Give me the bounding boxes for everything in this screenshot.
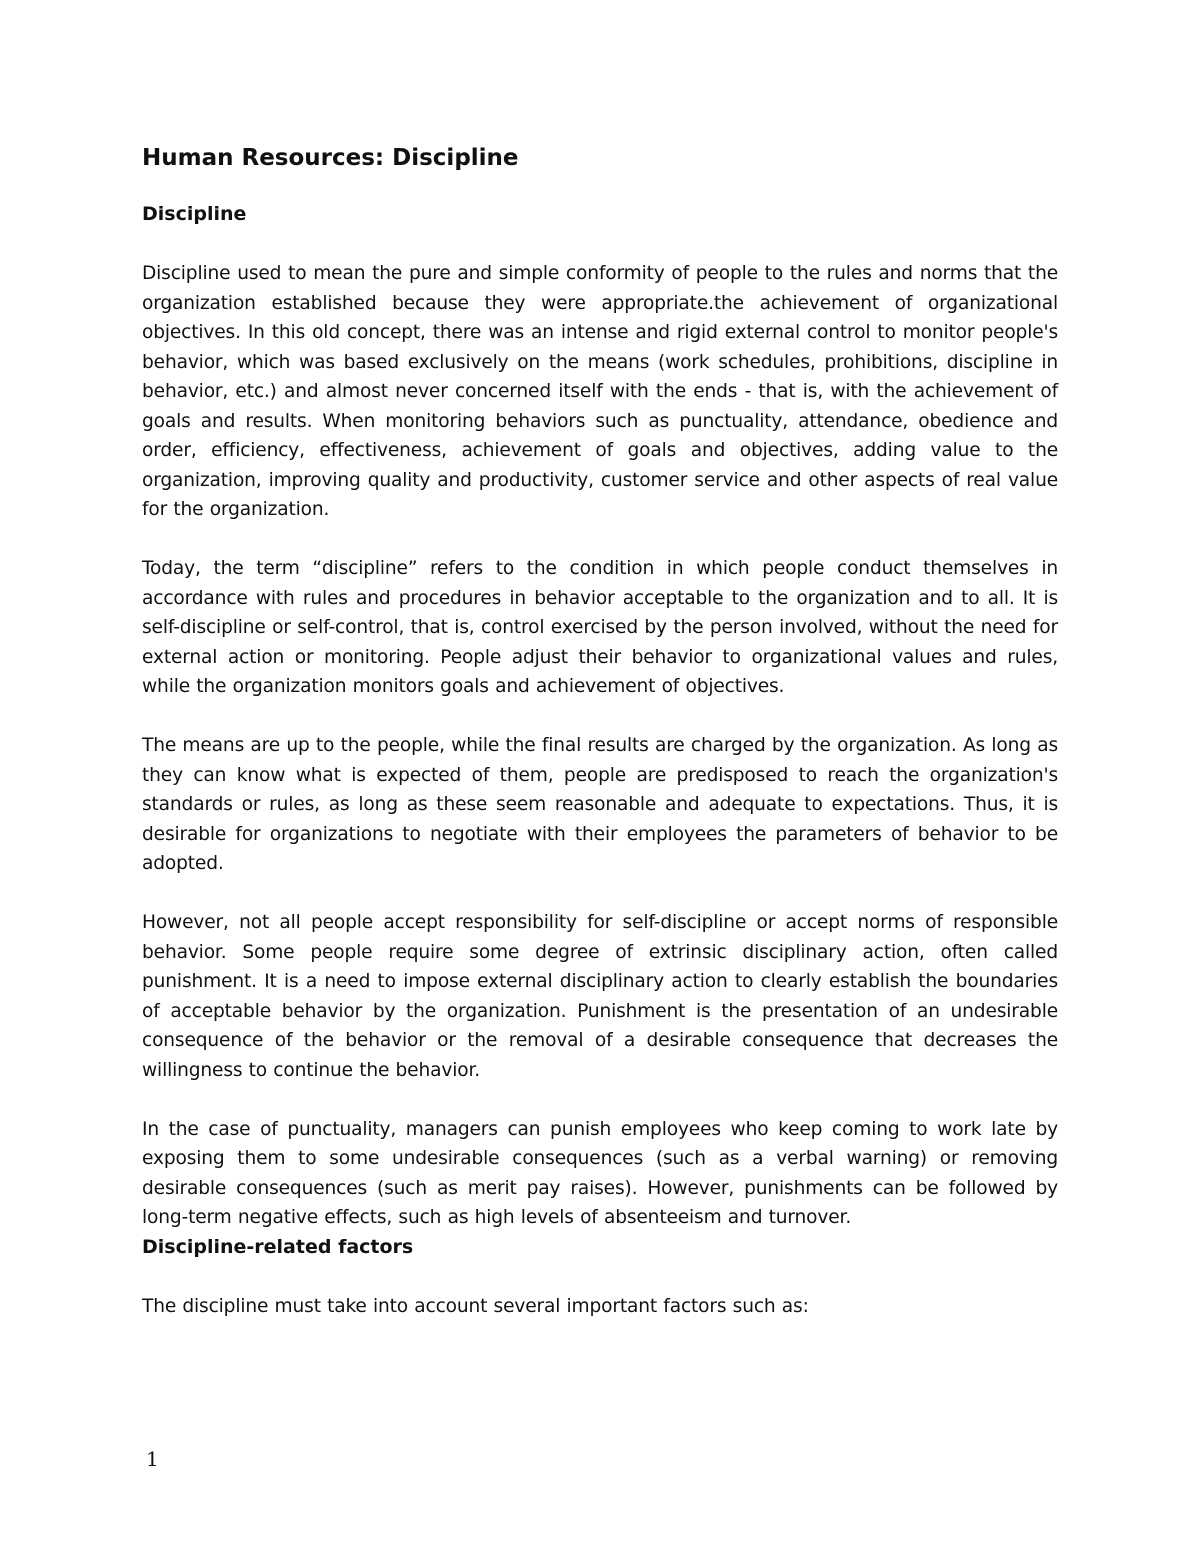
paragraph: Discipline used to mean the pure and simple conformity of people to the rules and norms that the organization established because they were appropriate.the achievement of organizational objectives. In this old concept, there was an intense and rigid external control to monitor people's behavior, which was based exclusively on the means (work schedules, prohibitions, discipline in behavior, etc.) and almost never concerned itself with the ends - that is, with the achievement of goals and results. When monitoring behaviors such as punctuality, attendance, obedience and order, efficiency, effectiveness, achievement of goals and objectives, adding value to the organization, improving quality and productivity, customer service and other aspects of real value for the organization. xyxy=(142,263,1058,520)
page-number: 1 xyxy=(146,1447,159,1471)
paragraph: Today, the term “discipline” refers to the condition in which people conduct themselves in accordance with rules and procedures in behavior acceptable to the organization and to all. It is self-discipline or self-control, that is, control exercised by the person involved, without the need for external action or monitoring. People adjust their behavior to organizational values and rules, while the organization monitors goals and achievement of objectives. xyxy=(142,558,1058,697)
paragraph: However, not all people accept responsibility for self-discipline or accept norms of responsible behavior. Some people require some degree of extrinsic disciplinary action, often called punishment. It is a need to impose external disciplinary action to clearly establish the boundaries of acceptable behavior by the organization. Punishment is the presentation of an undesirable consequence of the behavior or the removal of a desirable consequence that decreases the willingness to continue the behavior. xyxy=(142,912,1058,1081)
paragraph: The means are up to the people, while the final results are charged by the organization. As long as they can know what is expected of them, people are predisposed to reach the organization's standards or rules, as long as these seem reasonable and adequate to expectations. Thus, it is desirable for organizations to negotiate with their employees the parameters of behavior to be adopted. xyxy=(142,735,1058,874)
paragraph: In the case of punctuality, managers can punish employees who keep coming to work late by exposing them to some undesirable consequences (such as a verbal warning) or removing desirable consequences (such as merit pay raises). However, punishments can be followed by long-term negative effects, such as high levels of absenteeism and turnover. xyxy=(142,1118,1058,1228)
section-discipline-related-factors xyxy=(142,1233,1058,1322)
paragraph: The discipline must take into account several important factors such as: xyxy=(142,1295,809,1317)
section-discipline xyxy=(142,200,1058,1233)
document-title: Human Resources: Discipline xyxy=(142,145,519,171)
section-heading: Discipline xyxy=(142,203,247,225)
section-heading: Discipline-related factors xyxy=(142,1235,414,1258)
page-content xyxy=(142,140,1058,1321)
